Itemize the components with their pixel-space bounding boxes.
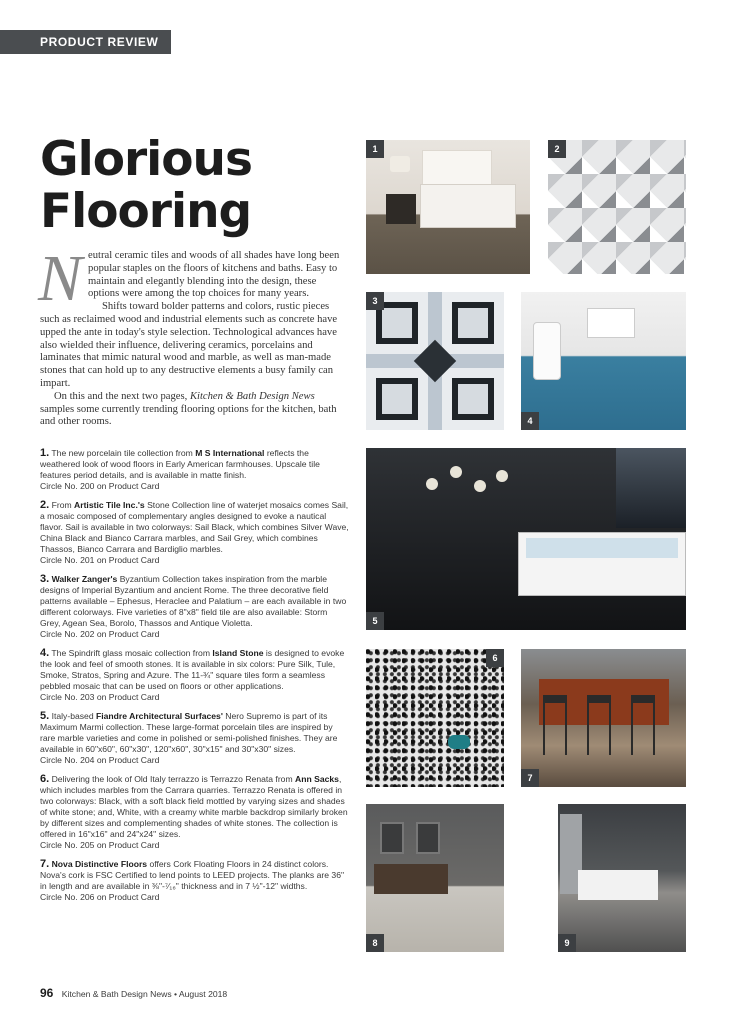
photo-number-badge: 2 [548,140,566,158]
publication-info: Kitchen & Bath Design News • August 2018 [61,989,228,999]
circle-number: Circle No. 206 on Product Card [40,892,160,902]
photo-number-badge: 7 [521,769,539,787]
product-item-6: 6. Delivering the look of Old Italy terrazzo is Terrazzo Renata from Ann Sacks, which includes marbles from the Carrara quarries. Terrazzo Renata is offered in two colorways: Black, with a soft black field mottled by varying sizes and shades of white stone; and, White, with a creamy white marble backdrop similarly broken by different sizes and complementing shades of white stones. The collection is offered in 16"x16" and 24"x24" sizes. Circle No. 205 on Product Card [40,774,350,851]
photo-number-badge: 4 [521,412,539,430]
product-item-7: 7. Nova Distinctive Floors offers Cork Floating Floors in 24 distinct colors. Nova's cork is FSC Certified to lend points to LEED projects. The planks are 36" in length and are available in ⅜"-⁷⁄₁₆" thickness and in 7 ½"-12" widths. Circle No. 206 on Product Card [40,859,350,903]
circle-number: Circle No. 204 on Product Card [40,755,160,765]
circle-number: Circle No. 203 on Product Card [40,692,160,702]
photo-3-byzantium-mosaic [366,292,504,430]
photo-5-black-porcelain-bathroom [366,448,686,630]
product-item-4: 4. The Spindrift glass mosaic collection from Island Stone is designed to evoke the look and feel of smooth stones. It is available in six colors: Pure Silk, Tule, Smoke, Stratos, Spring and Azure. The 11-¾" square tiles form a seamless pebbled mosaic that can be used on floors or other applications. Circle No. 203 on Product Card [40,648,350,703]
intro-paragraph-2: Shifts toward bolder patterns and colors, rustic pieces such as reclaimed wood and industrial elements such as concrete have upped the ante in today's style selection. Technological advances have also wielded their influence, delivering ceramics, porcelains and laminates that mimic natural wood and marble, as well as man-made stones that can hold up to any destructive elements a busy family can impart. [40,301,338,389]
page-footer [40,986,227,1000]
photo-number-badge: 9 [558,934,576,952]
photo-8-bathroom-vanity [366,804,504,952]
photo-number-badge: 8 [366,934,384,952]
photo-number-badge: 1 [366,140,384,158]
product-item-1: 1. The new porcelain tile collection from M S International reflects the weathered look of wood floors in Early American farmhouses. Upscale tile features period details, and is available in matte finish. Circle No. 200 on Product Card [40,448,350,492]
photo-2-triangle-mosaic [548,140,686,274]
photo-7-cork-floor-kitchen-bar [521,649,686,787]
page-title: Glorious Flooring [40,132,252,239]
photo-number-badge: 5 [366,612,384,630]
photo-number-badge: 3 [366,292,384,310]
section-tag: PRODUCT REVIEW [0,30,171,54]
intro-text [38,242,350,429]
intro-paragraph-1: Neutral ceramic tiles and woods of all shades have long been popular staples on the floors of kitchens and baths. Easy to maintain and elegantly blending into the design, these options were among the top choices for many years. [38,242,340,315]
photo-6-terrazzo-floor [366,649,504,787]
photo-number-badge: 6 [486,649,504,667]
intro-paragraph-3: On this and the next two pages, Kitchen & Bath Design News samples some currently trending flooring options for the kitchen, bath and other rooms. [40,390,337,428]
circle-number: Circle No. 205 on Product Card [40,840,160,850]
circle-number: Circle No. 202 on Product Card [40,629,160,639]
photo-1-bedroom-wood-floor [366,140,530,274]
product-item-3: 3. Walker Zanger's Byzantium Collection takes inspiration from the marble designs of Imperial Byzantium and ancient Rome. The three decorative field patterns available – Ephesus, Heraclee and Palatium – are each available in two different colorways. Five varieties of 8"x8" field tile are also available: Storm Grey, Agean Sea, Borolo, Thassos and Antique Violetta. Circle No. 202 on Product Card [40,574,350,640]
circle-number: Circle No. 201 on Product Card [40,555,160,565]
product-item-2: 2. From Artistic Tile Inc.'s Stone Collection line of waterjet mosaics comes Sail, a mosaic composed of complementary angles designed to evoke a nautical flavor. Sail is available in two colorways: Sail Black, which combines Silver Wave, China Black and Bianco Carrara marbles, and Sail Grey, which combines Thassos, Bianco Carrara and Bardiglio marbles. Circle No. 201 on Product Card [40,499,349,565]
photo-9-kitchen-floor [558,804,686,952]
photo-4-blue-glass-mosaic-bathroom [521,292,686,430]
drop-cap: N [38,242,83,315]
circle-number: Circle No. 200 on Product Card [40,481,160,491]
product-item-5: 5. Italy-based Fiandre Architectural Surfaces' Nero Supremo is part of its Maximum Marmi collection. These large-format porcelain tiles are inspired by rare marble varieties and come in polished or semi-polished finishes. They are available in 60"x60", 60"x30", 120"x60", 30"x15" and 30"x30" sizes. Circle No. 204 on Product Card [40,711,350,766]
page-number: 96 [40,986,54,1000]
product-list [40,448,350,911]
